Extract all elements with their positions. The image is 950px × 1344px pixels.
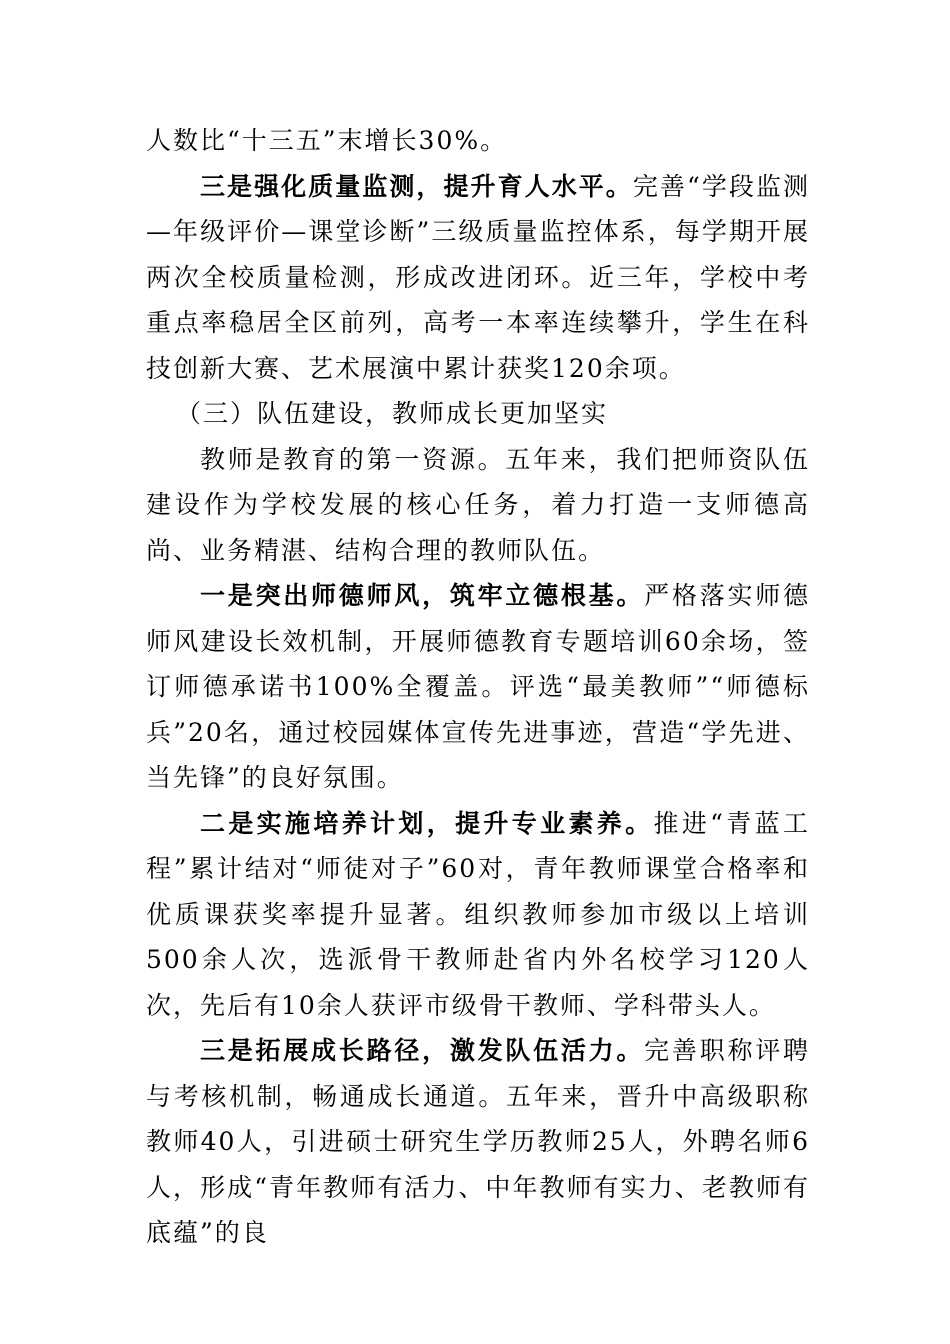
paragraph-text: 人数比“十三五”末增长30%。 — [146, 126, 508, 155]
paragraph-text: 教师是教育的第一资源。五年来，我们把师资队伍建设作为学校发展的核心任务，着力打造一支师德高尚、业务精湛、结构合理的教师队伍。 — [146, 444, 810, 565]
paragraph-teacher-intro — [146, 437, 810, 574]
paragraph-continuation — [146, 118, 810, 164]
document-body — [146, 118, 810, 1256]
paragraph-lead: 一是突出师德师风，筑牢立德根基。 — [200, 581, 645, 610]
paragraph-teacher-ethics — [146, 573, 810, 801]
paragraph-lead: 三是强化质量监测，提升育人水平。 — [200, 171, 633, 201]
paragraph-growth-path — [146, 1028, 810, 1256]
section-heading-text: （三）队伍建设，教师成长更加坚实 — [176, 399, 609, 428]
paragraph-text: 推进“青蓝工程”累计结对“师徒对子”60对，青年教师课堂合格率和优质课获奖率提升显著。组织教师参加市级以上培训500余人次，选派骨干教师赴省内外名校学习120人次，先后有10余人获评市级骨干教师、学科带头人。 — [146, 808, 810, 1020]
paragraph-text: 完善职称评聘与考核机制，畅通成长通道。五年来，晋升中高级职称教师40人，引进硕士研究生学历教师25人，外聘名师6人，形成“青年教师有活力、中年教师有实力、老教师有底蕴”的良 — [146, 1036, 810, 1247]
paragraph-lead: 三是拓展成长路径，激发队伍活力。 — [200, 1036, 645, 1065]
paragraph-training-plan — [146, 801, 810, 1029]
paragraph-text: 严格落实师德师风建设长效机制，开展师德教育专题培训60余场，签订师德承诺书100%全覆盖。评选“最美教师”“师德标兵”20名，通过校园媒体宣传先进事迹，营造“学先进、当先锋”的良好氛围。 — [146, 581, 810, 792]
paragraph-text: 完善“学段监测—年级评价—课堂诊断”三级质量监控体系，每学期开展两次全校质量检测，形成改进闭环。近三年，学校中考重点率稳居全区前列，高考一本率连续攀升，学生在科技创新大赛、艺术展演中累计获奖120余项。 — [146, 171, 810, 383]
section-heading — [146, 391, 810, 437]
paragraph-lead: 二是实施培养计划，提升专业素养。 — [200, 808, 654, 838]
paragraph-quality-monitoring — [146, 164, 810, 392]
